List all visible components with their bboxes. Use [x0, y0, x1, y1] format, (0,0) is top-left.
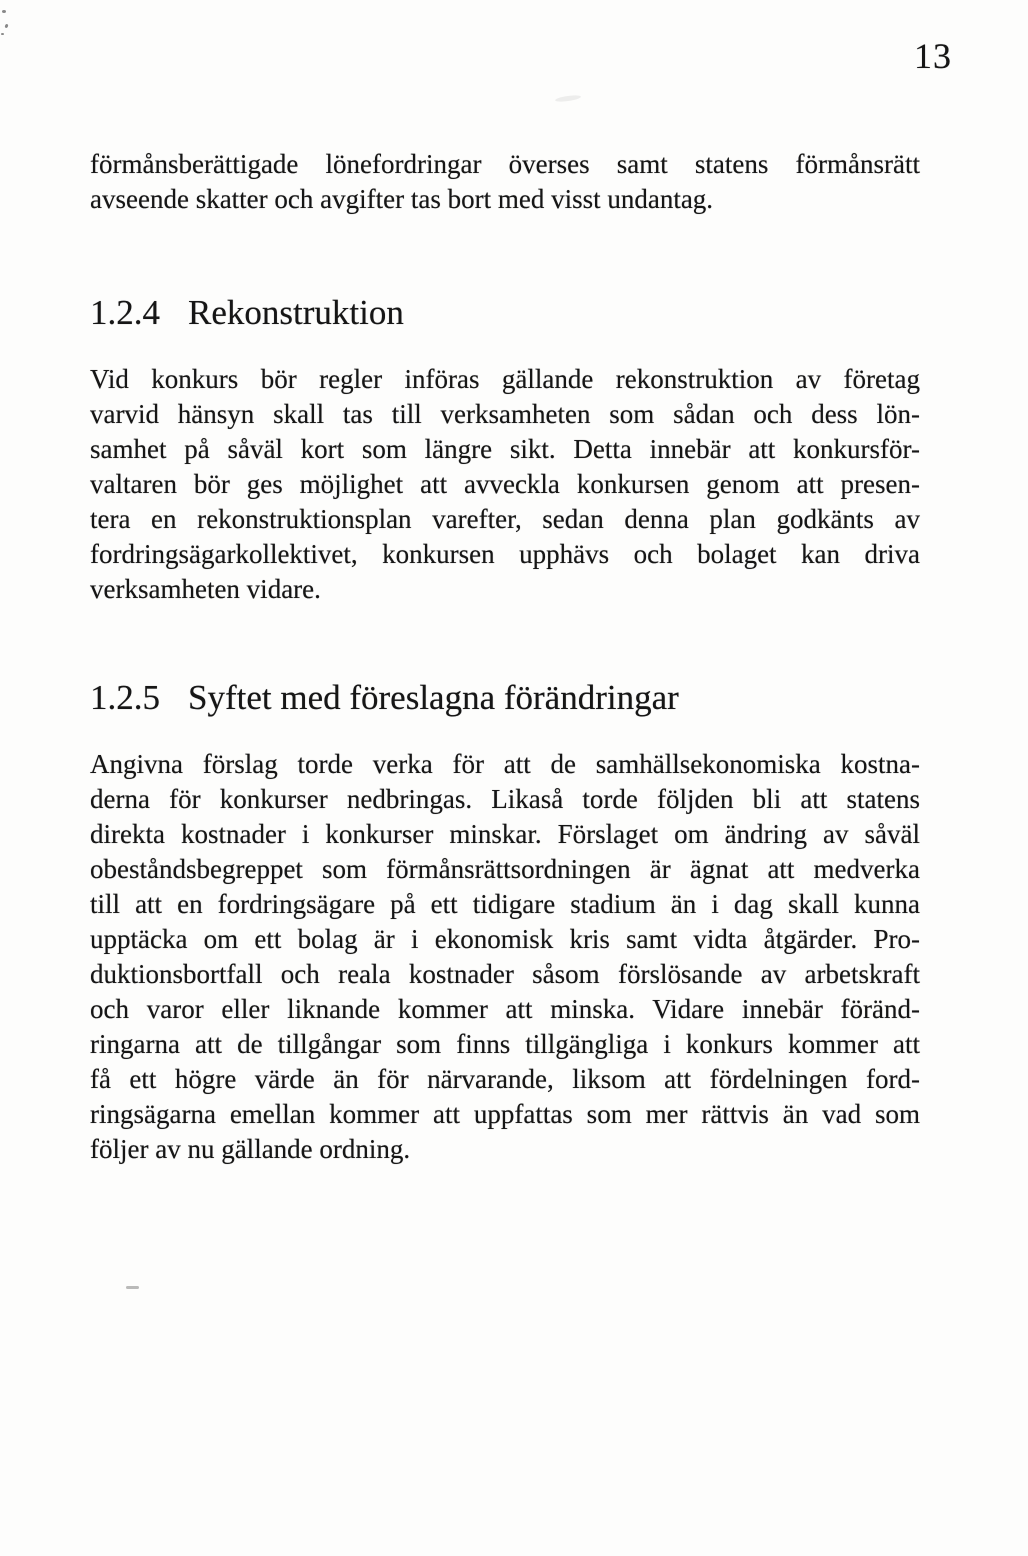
section-title: Rekonstruktion	[188, 293, 404, 332]
section-1-2-4-paragraph	[90, 362, 920, 607]
page-number: 13	[914, 36, 952, 76]
text-line: ringsägarna emellan kommer att uppfattas som mer rättvis än vad som	[90, 1099, 920, 1129]
text-line: verksamheten vidare.	[90, 574, 321, 604]
text-line: derna för konkurser nedbringas. Likaså torde följden bli att statens	[90, 784, 920, 814]
section-title: Syftet med föreslagna förändringar	[188, 678, 679, 717]
intro-paragraph	[90, 147, 920, 217]
section-number: 1.2.5	[90, 678, 160, 717]
text-line: valtaren bör ges möjlighet att avveckla konkursen genom att presen-	[90, 469, 920, 499]
text-line: få ett högre värde än för närvarande, liksom att fördelningen ford-	[90, 1064, 920, 1094]
section-heading-1-2-5	[90, 676, 920, 720]
text-line: fordringsägarkollektivet, konkursen upphävs och bolaget kan driva	[90, 539, 920, 569]
section-number: 1.2.4	[90, 293, 160, 332]
scan-speck	[2, 10, 6, 13]
text-line: Vid konkurs bör regler införas gällande rekonstruktion av företag	[90, 364, 920, 394]
text-line: upptäcka om ett bolag är i ekonomisk kris samt vidta åtgärder. Pro-	[90, 924, 920, 954]
text-line: varvid hänsyn skall tas till verksamheten som sådan och dess lön-	[90, 399, 920, 429]
text-line: ringarna att de tillgångar som finns tillgängliga i konkurs kommer att	[90, 1029, 920, 1059]
text-line: följer av nu gällande ordning.	[90, 1134, 411, 1164]
scan-speck	[4, 24, 8, 29]
scan-artifact-dash	[126, 1286, 139, 1289]
text-line: duktionsbortfall och reala kostnader såsom förslösande av arbetskraft	[90, 959, 920, 989]
text-line: och varor eller liknande kommer att minska. Vidare innebär föränd-	[90, 994, 920, 1024]
section-1-2-5-paragraph	[90, 747, 920, 1167]
text-line: samhet på såväl kort som längre sikt. Detta innebär att konkursför-	[90, 434, 920, 464]
scan-smudge	[555, 94, 581, 103]
text-line: direkta kostnader i konkurser minskar. Förslaget om ändring av såväl	[90, 819, 920, 849]
text-line: förmånsberättigade lönefordringar överses samt statens förmånsrätt	[90, 149, 920, 179]
section-heading-1-2-4	[90, 291, 920, 335]
text-line: obeståndsbegreppet som förmånsrättsordningen är ägnat att medverka	[90, 854, 920, 884]
text-line: Angivna förslag torde verka för att de samhällsekonomiska kostna-	[90, 749, 920, 779]
text-line: avseende skatter och avgifter tas bort med visst undantag.	[90, 184, 714, 214]
text-line: till att en fordringsägare på ett tidigare stadium än i dag skall kunna	[90, 889, 920, 919]
text-line: tera en rekonstruktionsplan varefter, sedan denna plan godkänts av	[90, 504, 920, 534]
scan-speck	[1, 33, 4, 35]
